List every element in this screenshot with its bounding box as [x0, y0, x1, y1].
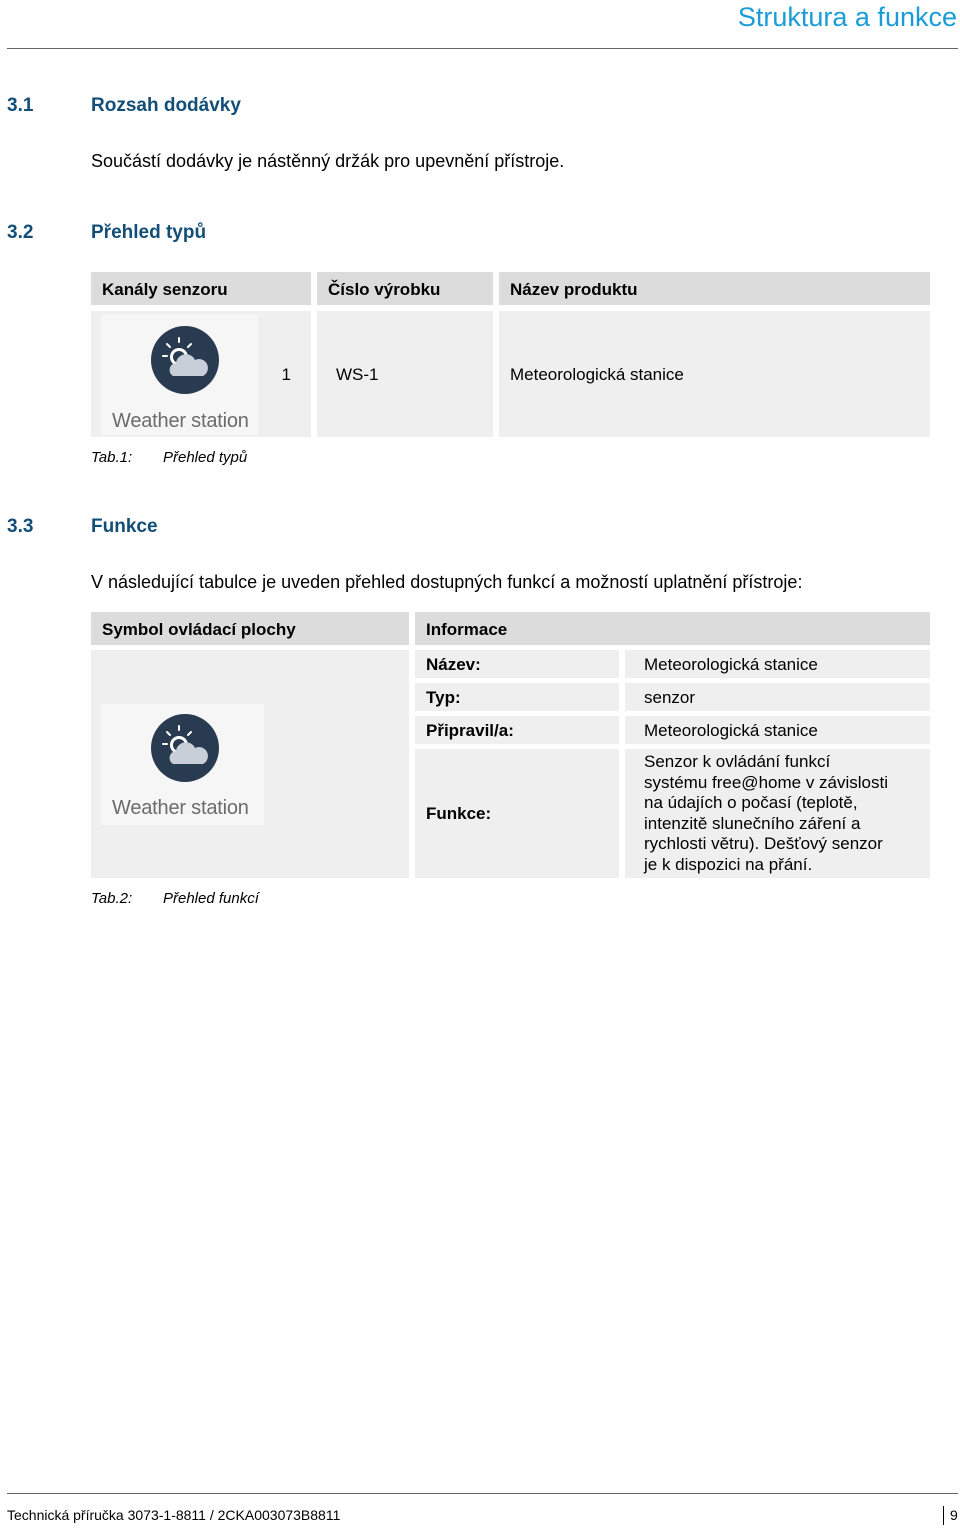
section-number: 3.1	[7, 95, 34, 116]
table2-header-symbol: Symbol ovládací plochy	[91, 612, 409, 645]
row-value-name: Meteorologická stanice	[625, 650, 930, 678]
icon-label: Weather station	[112, 410, 249, 432]
channels-value: 1	[281, 365, 291, 384]
function-line: systému free@home v závislosti	[644, 772, 889, 792]
table2-header-info: Informace	[415, 612, 930, 645]
page-number: 9	[950, 1507, 958, 1523]
table1-header-channels: Kanály senzoru	[91, 272, 311, 305]
footer-divider	[7, 1493, 958, 1494]
footer-separator	[943, 1506, 944, 1525]
function-line: intenzitě slunečního záření a	[644, 813, 861, 833]
row-label-type: Typ:	[415, 683, 619, 711]
function-line: Senzor k ovládání funkcí	[644, 752, 831, 771]
table2-cell-symbol	[91, 650, 409, 878]
weather-station-icon	[101, 314, 258, 435]
section-title: Funkce	[91, 516, 158, 537]
table1-cell-article: WS-1	[317, 311, 493, 437]
row-label-name: Název:	[415, 650, 619, 678]
table1-header-article: Číslo výrobku	[317, 272, 493, 305]
section-title: Přehled typů	[91, 222, 207, 243]
table2-caption-label: Tab.2:	[91, 890, 133, 907]
section-title: Rozsah dodávky	[91, 95, 241, 116]
row-label-author: Připravil/a:	[415, 716, 619, 744]
table1-caption-text: Přehled typů	[163, 449, 248, 466]
function-line: na údajích o počasí (teplotě,	[644, 793, 858, 812]
table1-header-product: Název produktu	[499, 272, 930, 305]
page-header-title: Struktura a funkce	[737, 2, 957, 32]
header-divider	[7, 48, 958, 49]
section-number: 3.2	[7, 222, 34, 243]
weather-station-icon	[101, 704, 264, 825]
cloud-sun-icon	[151, 326, 219, 394]
row-value-function	[625, 749, 930, 878]
section-number: 3.3	[7, 516, 34, 537]
section-text: V následující tabulce je uveden přehled dostupných funkcí a možností uplatnění přístroje:	[91, 572, 803, 592]
table1-caption-label: Tab.1:	[91, 449, 133, 466]
function-line: rychlosti větru). Dešťový senzor	[644, 834, 883, 853]
cloud-sun-icon	[151, 714, 219, 782]
function-line: je k dispozici na přání.	[644, 854, 813, 874]
table1-cell-channels	[91, 311, 311, 437]
table2-caption-text: Přehled funkcí	[163, 890, 259, 907]
icon-label: Weather station	[112, 797, 249, 819]
row-label-function: Funkce:	[415, 749, 619, 878]
row-value-author: Meteorologická stanice	[625, 716, 930, 744]
row-value-type: senzor	[625, 683, 930, 711]
section-text: Součástí dodávky je nástěnný držák pro upevnění přístroje.	[91, 151, 565, 171]
table1-cell-product: Meteorologická stanice	[499, 311, 930, 437]
footer-doc-title: Technická příručka 3073-1-8811 / 2CKA003073B8811	[7, 1507, 341, 1523]
